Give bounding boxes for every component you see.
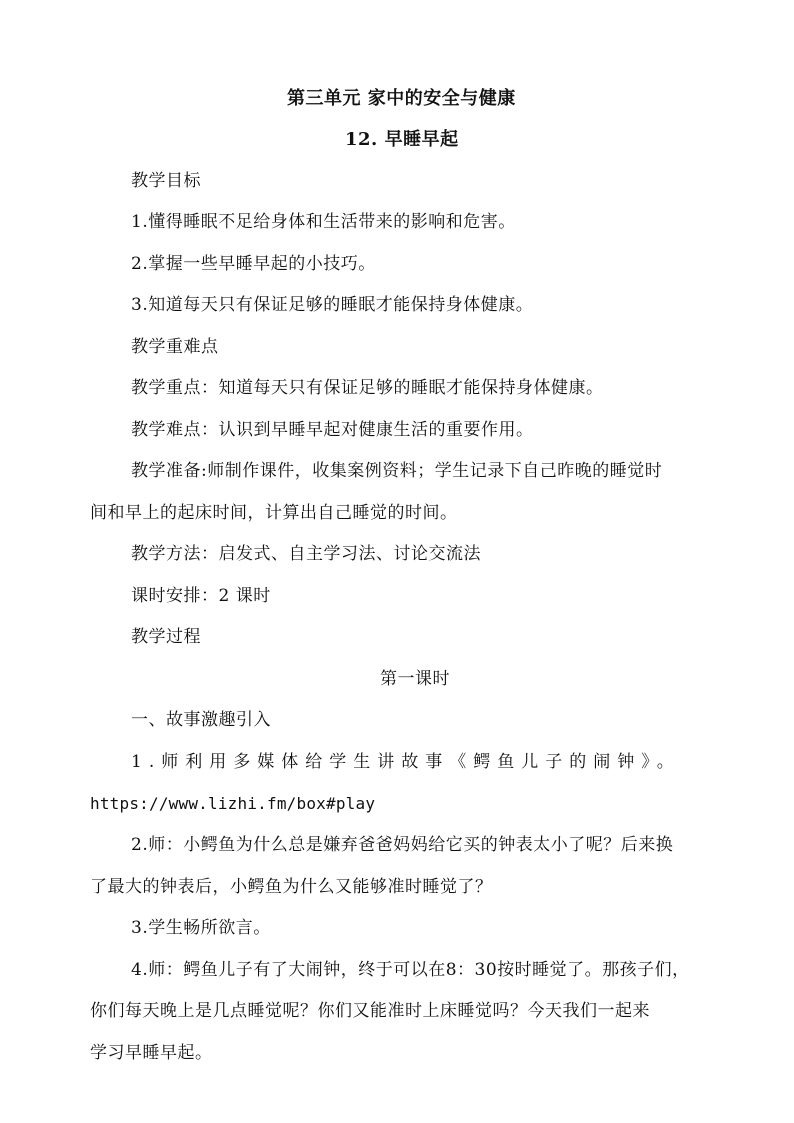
objective-3: 3.知道每天只有保证足够的睡眠才能保持身体健康。: [131, 295, 534, 315]
key-difficult-heading: 教学重难点: [131, 337, 219, 357]
lesson-schedule: 课时安排：2 课时: [131, 586, 271, 606]
step-2-line-2: 了最大的钟表后，小鳄鱼为什么又能够准时睡觉了？: [90, 877, 493, 897]
key-point: 教学重点：知道每天只有保证足够的睡眠才能保持身体健康。: [131, 378, 604, 398]
preparation-line-2: 间和早上的起床时间，计算出自己睡觉的时间。: [90, 503, 458, 523]
lesson-title: 12. 早睡早起: [345, 129, 459, 150]
step-1-line-1: 1.师利用多媒体给学生讲故事《鳄鱼儿子的闹钟》。: [131, 752, 681, 772]
objectives-heading: 教学目标: [131, 171, 201, 191]
process-heading: 教学过程: [131, 627, 201, 647]
teaching-methods: 教学方法：启发式、自主学习法、讨论交流法: [131, 544, 481, 564]
step-2-line-1: 2.师：小鳄鱼为什么总是嫌弃爸爸妈妈给它买的钟表太小了呢？后来换: [131, 835, 674, 855]
step-4-line-1: 4.师：鳄鱼儿子有了大闹钟，终于可以在8：30按时睡觉了。那孩子们，: [131, 960, 690, 980]
step-1-url: https://www.lizhi.fm/box#play: [90, 794, 376, 813]
step-3: 3.学生畅所欲言。: [131, 918, 271, 938]
section-1-heading: 一、故事激趣引入: [131, 710, 271, 730]
objective-2: 2.掌握一些早睡早起的小技巧。: [131, 254, 376, 274]
objective-1: 1.懂得睡眠不足给身体和生活带来的影响和危害。: [131, 212, 516, 232]
preparation-line-1: 教学准备:师制作课件，收集案例资料；学生记录下自己昨晚的睡觉时: [131, 461, 663, 481]
unit-title: 第三单元 家中的安全与健康: [287, 88, 516, 109]
first-lesson-heading: 第一课时: [380, 669, 450, 689]
step-4-line-3: 学习早睡早起。: [90, 1043, 213, 1063]
step-4-line-2: 你们每天晚上是几点睡觉呢？你们又能准时上床睡觉吗？今天我们一起来: [90, 1001, 650, 1021]
difficult-point: 教学难点：认识到早睡早起对健康生活的重要作用。: [131, 420, 534, 440]
